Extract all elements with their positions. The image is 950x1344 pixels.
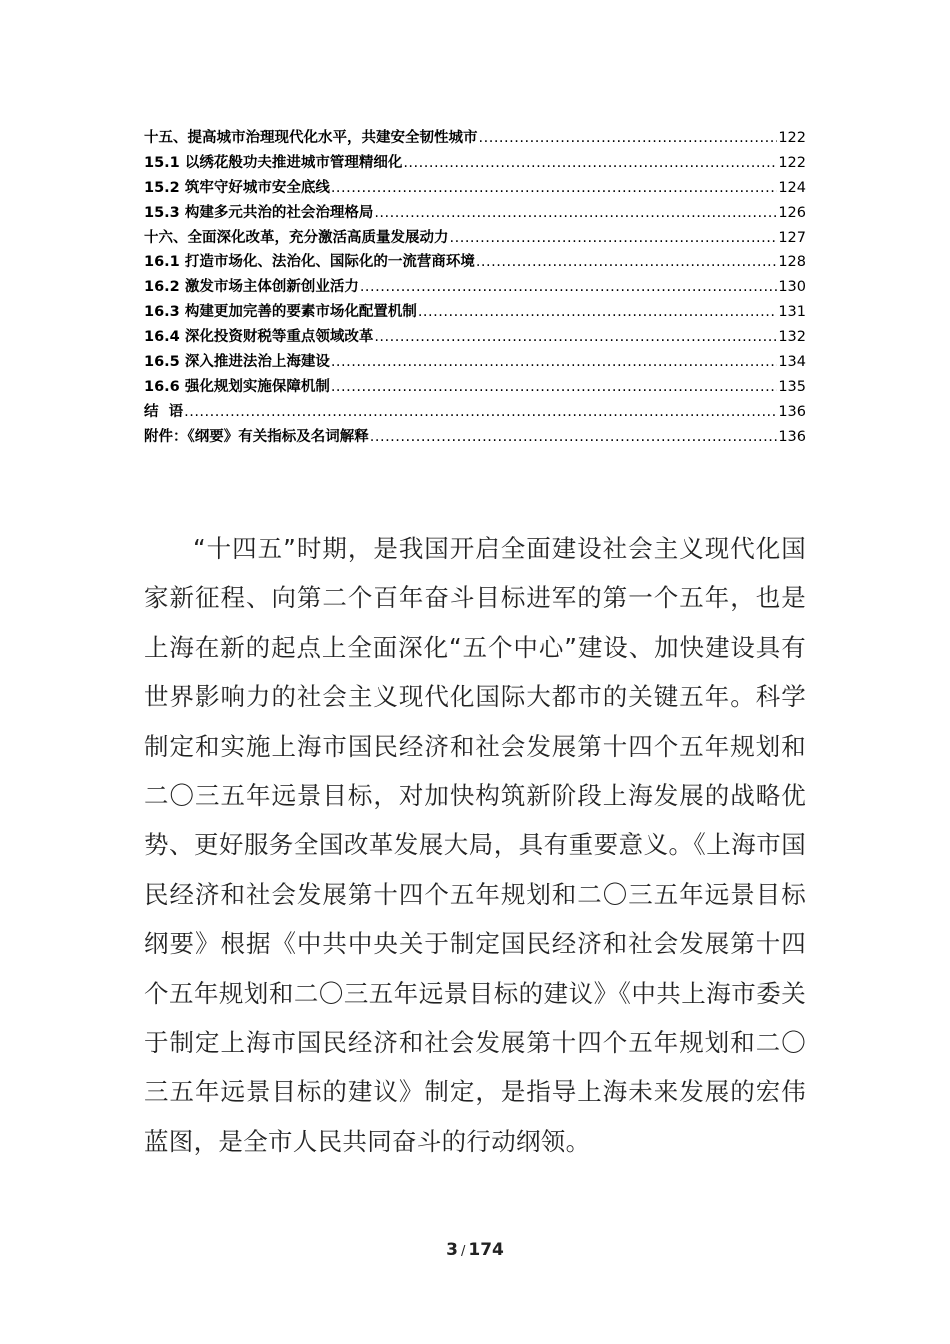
toc-leader-dots: [184, 400, 777, 425]
current-page-number: 3: [446, 1240, 458, 1260]
toc-entry[interactable]: [144, 375, 806, 400]
toc-entry[interactable]: [144, 300, 806, 325]
toc-entry-page: 122: [778, 130, 806, 146]
toc-entry-title: 十五、提高城市治理现代化水平，共建安全韧性城市: [144, 130, 478, 146]
toc-leader-dots: [418, 300, 777, 325]
toc-entry-title: 16.1 打造市场化、法治化、国际化的一流营商环境: [144, 254, 475, 271]
table-of-contents: [144, 126, 806, 450]
body-paragraph: “十四五”时期，是我国开启全面建设社会主义现代化国家新征程、向第二个百年奋斗目标进军的第一个五年，也是上海在新的起点上全面深化“五个中心”建设、加快建设具有世界影响力的社会主义现代化国际大都市的关键五年。科学制定和实施上海市国民经济和社会发展第十四个五年规划和二〇三五年远景目标，对加快构筑新阶段上海发展的战略优势、更好服务全国改革发展大局，具有重要意义。《上海市国民经济和社会发展第十四个五年规划和二〇三五年远景目标纲要》根据《中共中央关于制定国民经济和社会发展第十四个五年规划和二〇三五年远景目标的建议》《中共上海市委关于制定上海市国民经济和社会发展第十四个五年规划和二〇三五年远景目标的建议》制定，是指导上海未来发展的宏伟蓝图，是全市人民共同奋斗的行动纲领。: [144, 534, 806, 1156]
toc-entry-page: 136: [778, 403, 806, 420]
toc-entry-page: 134: [778, 354, 806, 371]
toc-leader-dots: [374, 325, 777, 350]
toc-entry-title: 16.5 深入推进法治上海建设: [144, 354, 330, 371]
toc-entry-title: 16.6 强化规划实施保障机制: [144, 378, 330, 395]
toc-entry[interactable]: [144, 425, 806, 450]
toc-entry-title: 16.3 构建更加完善的要素市场化配置机制: [144, 304, 417, 321]
toc-leader-dots: [450, 226, 778, 251]
page-number-footer: [0, 1240, 950, 1260]
total-pages: 174: [468, 1240, 504, 1260]
toc-entry[interactable]: [144, 325, 806, 350]
toc-entry[interactable]: [144, 400, 806, 425]
toc-entry-page: 135: [778, 378, 806, 395]
toc-entry[interactable]: [144, 226, 806, 251]
toc-entry-page: 136: [778, 428, 806, 445]
toc-leader-dots: [331, 176, 777, 201]
toc-entry-page: 126: [778, 204, 806, 221]
toc-entry[interactable]: [144, 201, 806, 226]
toc-leader-dots: [476, 250, 777, 275]
toc-leader-dots: [403, 151, 777, 176]
page-separator: /: [460, 1244, 466, 1259]
toc-leader-dots: [370, 425, 778, 450]
toc-entry-title: 15.3 构建多元共治的社会治理格局: [144, 204, 374, 221]
toc-entry[interactable]: [144, 151, 806, 176]
toc-entry-title: 16.4 深化投资财税等重点领域改革: [144, 329, 374, 346]
toc-leader-dots: [360, 275, 777, 300]
toc-entry-page: 130: [778, 279, 806, 296]
toc-leader-dots: [479, 126, 778, 151]
toc-entry-title: 附件：《纲要》有关指标及名词解释: [144, 428, 369, 445]
toc-entry-title: 15.1 以绣花般功夫推进城市管理精细化: [144, 154, 403, 171]
toc-entry-title: 结 语: [144, 403, 184, 420]
toc-leader-dots: [331, 375, 777, 400]
toc-entry[interactable]: [144, 350, 806, 375]
toc-entry[interactable]: [144, 275, 806, 300]
toc-leader-dots: [331, 350, 777, 375]
toc-entry[interactable]: [144, 250, 806, 275]
toc-entry-page: 122: [778, 154, 806, 171]
toc-entry[interactable]: [144, 126, 806, 151]
toc-entry-page: 132: [778, 329, 806, 346]
toc-entry-page: 127: [778, 229, 806, 246]
toc-entry[interactable]: [144, 176, 806, 201]
toc-entry-title: 16.2 激发市场主体创新创业活力: [144, 279, 359, 296]
toc-entry-page: 131: [778, 304, 806, 321]
toc-leader-dots: [374, 201, 777, 226]
toc-entry-title: 十六、全面深化改革，充分激活高质量发展动力: [144, 229, 449, 246]
toc-entry-page: 128: [778, 254, 806, 271]
toc-entry-title: 15.2 筑牢守好城市安全底线: [144, 179, 330, 196]
toc-entry-page: 124: [778, 179, 806, 196]
